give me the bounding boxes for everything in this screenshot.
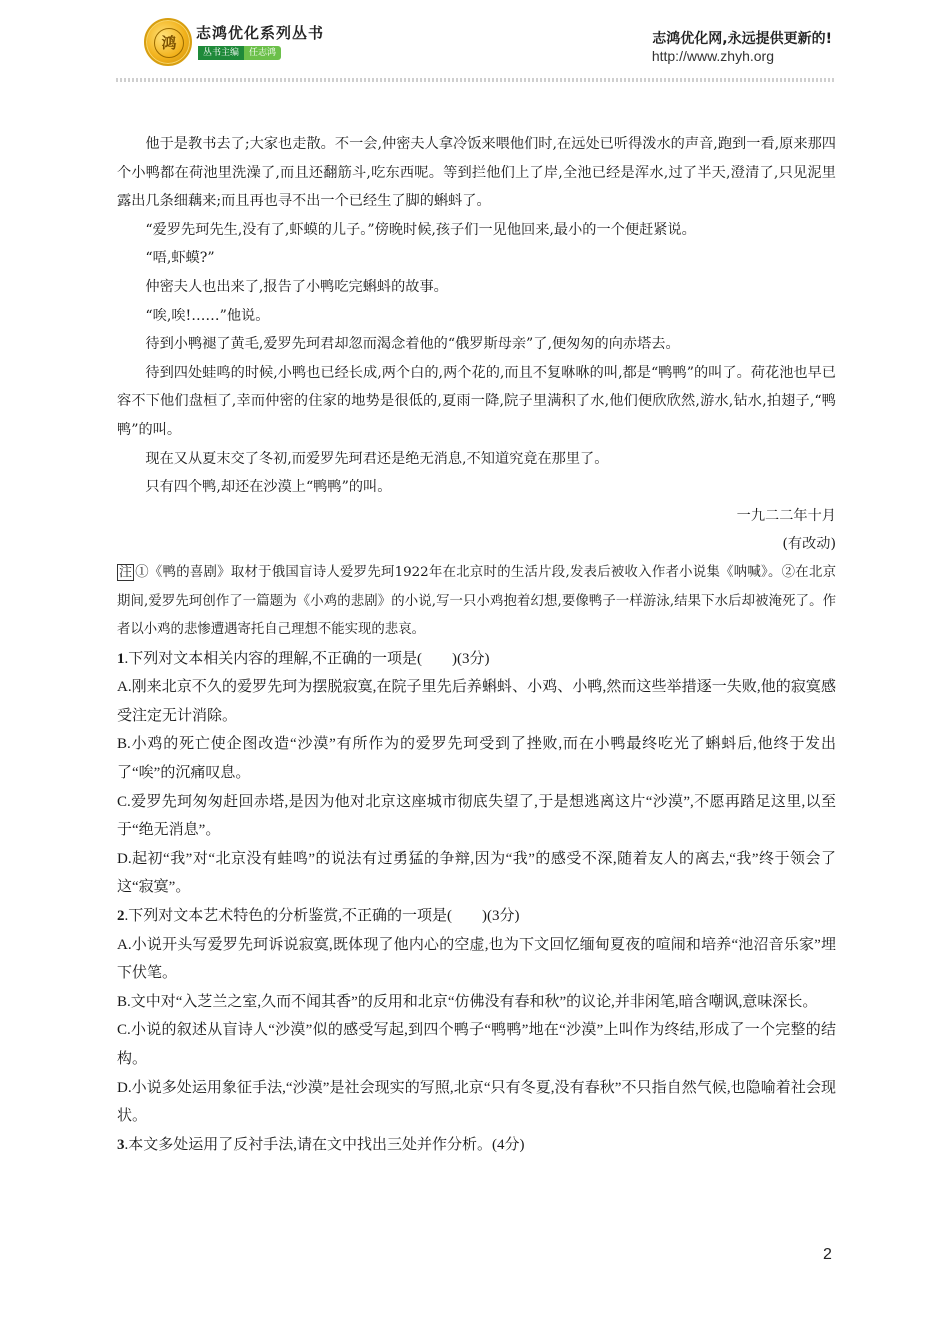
question-1-option-d: D.起初“我”对“北京没有蛙鸣”的说法有过勇猛的争辩,因为“我”的感受不深,随着友人的离去,“我”终于领会了这“寂寞”。 <box>117 850 836 896</box>
question-2-option-b: B.文中对“入芝兰之室,久而不闻其香”的反用和北京“仿佛没有春和秋”的议论,并非闲笔,暗含嘲讽,意味深长。 <box>117 993 818 1010</box>
editor-name: 任志鸿 <box>244 46 281 60</box>
question-2-option-c: C.小说的叙述从盲诗人“沙漠”似的感受写起,到四个鸭子“鸭鸭”地在“沙漠”上叫作为终结,形成了一个完整的结构。 <box>117 1022 836 1067</box>
footnote <box>117 559 836 645</box>
question-text: .下列对文本艺术特色的分析鉴赏,不正确的一项是( )(3分) <box>124 908 520 925</box>
question-text: .下列对文本相关内容的理解,不正确的一项是( )(3分) <box>124 650 490 667</box>
page-header <box>116 16 836 84</box>
question-number: 3 <box>117 1136 125 1153</box>
story-paragraph: 现在又从夏末交了冬初,而爱罗先珂君还是绝无消息,不知道究竟在那里了。 <box>145 450 609 467</box>
story-paragraph: “爱罗先珂先生,没有了,虾蟆的儿子。”傍晚时候,孩子们一见他回来,最小的一个便赶紧说。 <box>145 221 696 238</box>
question-number: 1 <box>117 650 125 667</box>
question-1-option-a: A.刚来北京不久的爱罗先珂为摆脱寂寞,在院子里先后养蝌蚪、小鸡、小鸭,然而这些举措逐一失败,他的寂寞感受注定无计消除。 <box>117 679 836 724</box>
question-1-stem <box>117 645 836 674</box>
story-paragraph: 他于是教书去了;大家也走散。不一会,仲密夫人拿冷饭来喂他们时,在远处已听得泼水的声音,跑到一看,原来那四个小鸭都在荷池里洗澡了,而且还翻筋斗,吃东西呢。等到拦他们上了岸,全池已经是浑水,过了半天,澄清了,只见泥里露出几条细藕来;而且再也寻不出一个已经生了脚的蝌蚪了。 <box>117 136 836 210</box>
adaptation-note: (有改动) <box>782 536 836 553</box>
note-text: ①《鸭的喜剧》取材于俄国盲诗人爱罗先珂1922年在北京时的生活片段,发表后被收入作者小说集《呐喊》。②在北京期间,爱罗先珂创作了一篇题为《小鸡的悲剧》的小说,写一只小鸡抱着幻想,要像鸭子一样游泳,结果下水后却被淹死了。作者以小鸡的悲惨遭遇寄托自己理想不能实现的悲哀。 <box>117 564 836 638</box>
logo-glyph: 鸿 <box>154 28 184 58</box>
editor-label: 丛书主编 <box>198 46 244 60</box>
story-paragraph: 仲密夫人也出来了,报告了小鸭吃完蝌蚪的故事。 <box>145 278 448 295</box>
question-2-option-d: D.小说多处运用象征手法,“沙漠”是社会现实的写照,北京“只有冬夏,没有春秋”不只指自然气候,也隐喻着社会现状。 <box>117 1079 836 1125</box>
editor-tag <box>198 46 281 60</box>
site-url[interactable]: http://www.zhyh.org <box>651 48 774 64</box>
series-logo <box>144 18 192 66</box>
page-content <box>117 130 836 1159</box>
story-paragraph: 待到四处蛙鸣的时候,小鸭也已经长成,两个白的,两个花的,而且不复咻咻的叫,都是“鸭鸭”的叫了。荷花池也早已容不下他们盘桓了,幸而仲密的住家的地势是很低的,夏雨一降,院子里满积了水,他们便欣欣然,游水,钻水,拍翅子,“鸭鸭”的叫。 <box>117 364 836 438</box>
question-1-option-b: B.小鸡的死亡使企图改造“沙漠”有所作为的爱罗先珂受到了挫败,而在小鸭最终吃光了蝌蚪后,他终于发出了“唉”的沉痛叹息。 <box>117 736 836 782</box>
question-2-option-a: A.小说开头写爱罗先珂诉说寂寞,既体现了他内心的空虚,也为下文回忆缅甸夏夜的喧闹和培养“池沼音乐家”埋下伏笔。 <box>117 936 836 982</box>
story-paragraph: “唉,唉!……”他说。 <box>145 307 270 324</box>
story-paragraph: “唔,虾蟆?” <box>145 250 215 267</box>
page-number: 2 <box>823 1246 832 1263</box>
site-slogan: 志鸿优化网,永远提供更新的! <box>652 31 832 47</box>
story-paragraph: 待到小鸭褪了黄毛,爱罗先珂君却忽而渴念着他的“俄罗斯母亲”了,便匆匆的向赤塔去。 <box>145 336 680 353</box>
story-date: 一九二二年十月 <box>736 507 836 524</box>
series-title: 志鸿优化系列丛书 <box>196 24 325 42</box>
question-number: 2 <box>117 908 125 925</box>
header-divider <box>116 78 836 82</box>
story-paragraph: 只有四个鸭,却还在沙漠上“鸭鸭”的叫。 <box>145 479 392 496</box>
question-3-stem <box>117 1131 836 1160</box>
question-text: .本文多处运用了反衬手法,请在文中找出三处并作分析。(4分) <box>124 1136 525 1153</box>
question-2-stem <box>117 902 836 931</box>
note-mark: 注 <box>119 564 133 580</box>
question-1-option-c: C.爱罗先珂匆匆赶回赤塔,是因为他对北京这座城市彻底失望了,于是想逃离这片“沙漠”,不愿再踏足这里,以至于“绝无消息”。 <box>117 793 836 839</box>
